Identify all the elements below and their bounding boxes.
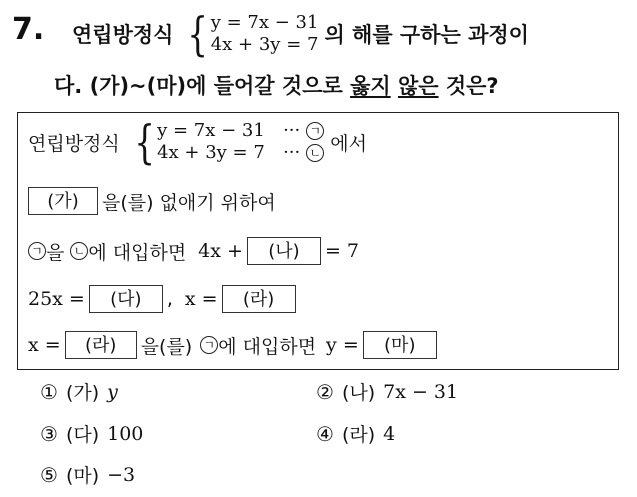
choice-1[interactable]: [40, 378, 118, 405]
blank-da: (다): [89, 285, 163, 313]
box-row-3: [28, 237, 359, 265]
choice-label: (다): [65, 424, 100, 446]
choice-value: 7x − 31: [383, 380, 459, 403]
choice-label: (라): [341, 424, 376, 446]
box-row3-expr: 4x +: [198, 240, 243, 262]
choice-label: (나): [341, 382, 376, 404]
brace-icon: {: [134, 115, 155, 169]
solution-box: [17, 112, 619, 370]
question-line2-a: 다. (가)~(마)에 들어갈 것으로: [54, 74, 351, 98]
box-row4-sep: ,: [166, 288, 173, 310]
question-suffix: 의 해를 구하는 과정이: [324, 23, 529, 47]
dots: ···: [283, 142, 301, 163]
choice-value: y: [107, 380, 118, 403]
circle-mark-1-icon: ㄱ: [306, 122, 324, 140]
box-row5-expr1: x =: [28, 334, 61, 356]
blank-ra-2: (라): [65, 331, 137, 359]
box-row4-expr2: x =: [184, 288, 218, 310]
question-line-1: [72, 6, 529, 62]
box-row3-text2: 에 대입하면: [88, 241, 187, 264]
box-row5-text2: 에 대입하면: [218, 335, 317, 358]
question-prefix: 연립방정식: [72, 23, 174, 47]
question-line2-d: 것은?: [438, 74, 499, 98]
box-row-5: [28, 331, 441, 359]
box-suffix: 에서: [330, 132, 367, 155]
choice-4[interactable]: [316, 420, 395, 447]
box-row5-expr2: y =: [326, 334, 359, 356]
choice-label: (마): [65, 465, 100, 487]
dots: ···: [283, 120, 301, 141]
brace-icon: {: [187, 7, 209, 61]
choice-number: ⑤: [40, 462, 58, 487]
choice-value: 100: [107, 422, 144, 445]
question-eq1: y = 7x − 31: [210, 12, 319, 33]
circle-mark-1-icon: ㄱ: [28, 242, 46, 260]
question-equation-system: [183, 7, 319, 61]
circle-mark-2-icon: ㄴ: [70, 242, 88, 260]
question-line2-space: [391, 74, 398, 98]
box-row2-text: 을(를) 없애기 위하여: [102, 191, 276, 214]
box-row-4: [28, 285, 300, 313]
box-prefix: 연립방정식: [28, 132, 120, 155]
choice-5[interactable]: [40, 461, 135, 488]
box-row-1: [28, 115, 367, 169]
choice-3[interactable]: [40, 420, 143, 447]
question-emphasis-1: 옳지: [350, 74, 391, 98]
box-eq2: 4x + 3y = 7: [157, 142, 265, 163]
blank-na: (나): [247, 237, 321, 265]
blank-ma: (마): [363, 331, 437, 359]
choice-2[interactable]: [316, 378, 458, 405]
question-eq2: 4x + 3y = 7: [210, 34, 319, 55]
question-number: 7.: [12, 12, 45, 47]
box-equation-system: [130, 115, 324, 169]
question-emphasis-2: 않은: [397, 74, 439, 98]
box-row-2: [28, 187, 276, 215]
circle-mark-2-icon: ㄴ: [306, 144, 324, 162]
choice-number: ①: [40, 379, 58, 404]
question-line-2: [54, 70, 499, 100]
box-row3-text1: 을: [46, 241, 65, 264]
choice-number: ④: [316, 421, 334, 446]
blank-ra: (라): [222, 285, 296, 313]
choice-number: ②: [316, 379, 334, 404]
box-row3-eq: = 7: [324, 240, 359, 262]
box-row5-text1: 을(를): [140, 335, 193, 358]
choice-value: −3: [107, 463, 136, 486]
choice-label: (가): [65, 382, 100, 404]
choice-number: ③: [40, 421, 58, 446]
choice-value: 4: [383, 422, 396, 445]
box-eq1: y = 7x − 31: [157, 120, 265, 141]
box-row4-expr1: 25x =: [28, 288, 85, 310]
circle-mark-1-icon: ㄱ: [200, 336, 218, 354]
blank-ga: (가): [28, 187, 98, 215]
